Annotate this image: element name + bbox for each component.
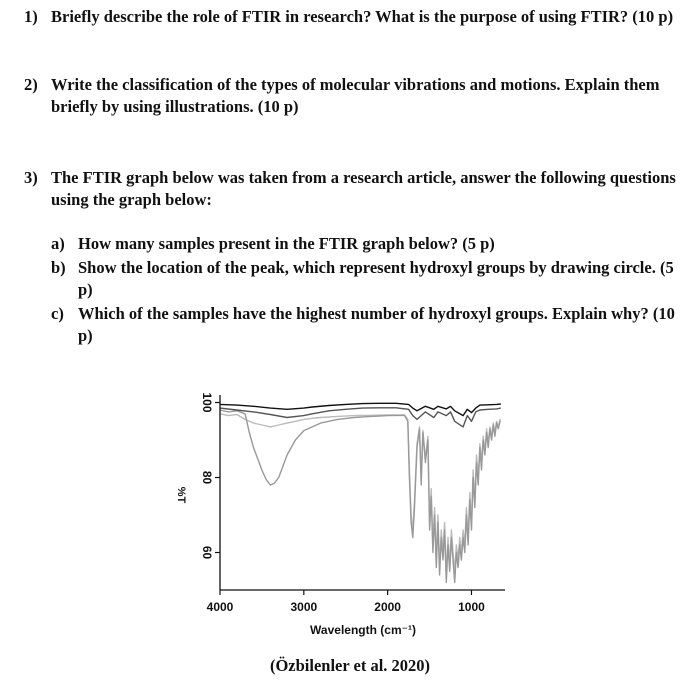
x-tick-label: 4000 <box>206 600 234 614</box>
series-line-3 <box>220 410 501 583</box>
question-number: 3) <box>24 168 38 187</box>
tick-layer <box>200 392 485 614</box>
subquestion-b <box>51 257 691 301</box>
question-number: 1) <box>24 7 38 26</box>
question-text: Briefly describe the role of FTIR in research? What is the purpose of using FTIR? (10 p) <box>51 7 674 26</box>
subquestion-letter: a) <box>51 234 65 253</box>
subquestion-text: How many samples present in the FTIR graph below? (5 p) <box>78 234 495 253</box>
y-tick-label: 100 <box>199 392 214 413</box>
series-layer <box>220 403 501 582</box>
x-axis-label: Wavelength (cm⁻¹) <box>310 623 416 637</box>
citation: (Özbilenler et al. 2020) <box>269 656 431 675</box>
subquestion-c <box>51 303 691 347</box>
y-axis-label: %T <box>175 486 187 504</box>
y-tick-label: 80 <box>199 470 214 485</box>
x-tick-label: 1000 <box>458 600 485 614</box>
x-tick-label: 3000 <box>290 600 318 614</box>
ftir-chart <box>150 380 530 645</box>
question-2 <box>24 74 694 118</box>
subquestion-letter: b) <box>51 258 66 277</box>
y-tick-label: 60 <box>199 545 214 560</box>
x-tick-label: 2000 <box>374 600 401 614</box>
subquestion-a <box>51 233 691 255</box>
subquestion-text: Show the location of the peak, which represent hydroxyl groups by drawing circle. (5 p) <box>78 258 674 299</box>
question-text: Write the classification of the types of molecular vibrations and motions. Explain them briefly by using illustrations. (10 p) <box>51 75 660 116</box>
question-number: 2) <box>24 75 38 94</box>
subquestion-text: Which of the samples have the highest number of hydroxyl groups. Explain why? (10 p) <box>78 304 675 345</box>
subquestion-letter: c) <box>51 304 64 323</box>
question-3 <box>24 167 694 211</box>
question-1 <box>24 6 694 28</box>
question-text: The FTIR graph below was taken from a research article, answer the following questions using the graph below: <box>51 168 676 209</box>
